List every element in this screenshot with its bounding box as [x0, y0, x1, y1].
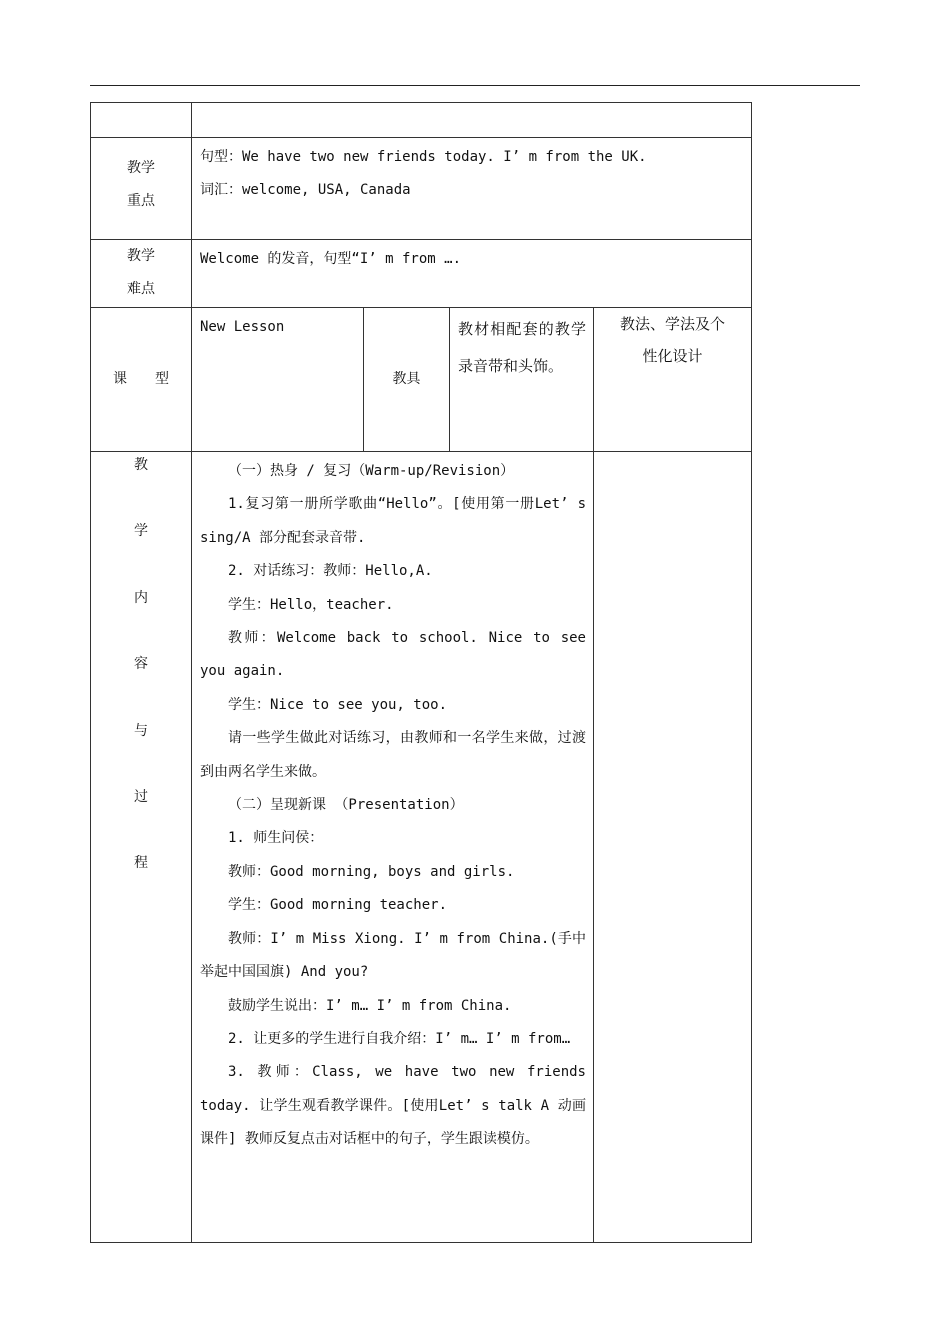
- process-label-char: 容: [134, 656, 148, 673]
- lesson-type-label-text: 课 型: [113, 371, 169, 387]
- empty-content-cell: [192, 103, 752, 138]
- method-label-text: 教法、学法及个性化设计: [619, 315, 725, 365]
- process-line: 学生：Hello，teacher.: [228, 596, 394, 613]
- tools-value: [450, 308, 594, 452]
- process-label-char: 内: [134, 589, 148, 606]
- process-line: 教师：Good morning, boys and girls.: [228, 863, 515, 880]
- method-label: [594, 308, 752, 452]
- key-points-label: [91, 138, 192, 240]
- process-line: 教师：Welcome back to school. Nice to see you again.: [200, 630, 586, 680]
- process-line: （二）呈现新课 （Presentation）: [228, 797, 464, 814]
- table-row-key-points: [91, 138, 752, 240]
- process-label-char: 过: [134, 788, 148, 805]
- process-line: 教师：I’ m Miss Xiong. I’ m from China.(手中举起中国国旗) And you?: [200, 930, 586, 981]
- process-line: 请一些学生做此对话练习，由教师和一名学生来做，过渡到由两名学生来做。: [200, 730, 586, 780]
- key-points-content: [192, 138, 752, 240]
- difficulties-content: [192, 240, 752, 308]
- tools-value-text: 教材相配套的教学录音带和头饰。: [458, 320, 586, 375]
- process-line: 1. 师生问侯：: [228, 830, 324, 847]
- difficulties-label: [91, 240, 192, 308]
- lesson-type-label: [91, 308, 192, 452]
- process-line: 学生：Nice to see you, too.: [228, 696, 448, 713]
- lesson-plan-table: [90, 102, 752, 1243]
- tools-label-text: 教具: [392, 371, 421, 387]
- process-content: [192, 452, 594, 1243]
- lesson-type-value-text: New Lesson: [200, 319, 285, 335]
- header-rule: [90, 85, 860, 86]
- table-row-lesson-type: [91, 308, 752, 452]
- difficulties-label-line-2: 难点: [127, 281, 155, 297]
- lesson-type-value: [192, 308, 364, 452]
- process-line: 2. 让更多的学生进行自我介绍：I’ m… I’ m from…: [228, 1030, 571, 1047]
- process-line: 学生：Good morning teacher.: [228, 897, 448, 914]
- key-points-label-line-2: 重点: [127, 193, 155, 209]
- difficulties-line: Welcome 的发音，句型“I’ m from ….​: [200, 251, 462, 267]
- table-row-empty: [91, 103, 752, 138]
- process-label-char: 学: [134, 523, 148, 540]
- empty-label-cell: [91, 103, 192, 138]
- table-row-process: [91, 452, 752, 1243]
- process-label: [91, 452, 192, 1243]
- process-label-char: 与: [134, 722, 148, 739]
- process-method-cell: [594, 452, 752, 1243]
- difficulties-label-line-1: 教学: [127, 248, 155, 264]
- tools-label: [364, 308, 450, 452]
- process-line: 1.复习第一册所学歌曲“Hello”。[使用第一册Let’ s sing/A 部分配套录音带.: [200, 496, 586, 546]
- key-points-label-line-1: 教学: [127, 160, 155, 176]
- key-points-vocabulary: 词汇：welcome, USA, Canada: [200, 182, 411, 198]
- process-line: 2. 对话练习：教师：Hello,A.: [228, 563, 433, 580]
- process-line: 鼓励学生说出：I’ m… I’ m from China.: [228, 997, 512, 1014]
- key-points-sentence: 句型：We have two new friends today. I’ m from the UK.: [200, 149, 647, 165]
- process-line: （一）热身 / 复习（Warm-up/Revision）: [228, 463, 515, 479]
- process-label-char: 程: [134, 855, 148, 872]
- process-line: 3. 教师：Class, we have two new friends today. 让学生观看教学课件。[使用Let’ s talk A 动画课件] 教师反复点击对话框中的句子，学生跟读模仿。: [200, 1064, 586, 1148]
- table-row-difficulties: [91, 240, 752, 308]
- process-label-char: 教: [134, 457, 148, 473]
